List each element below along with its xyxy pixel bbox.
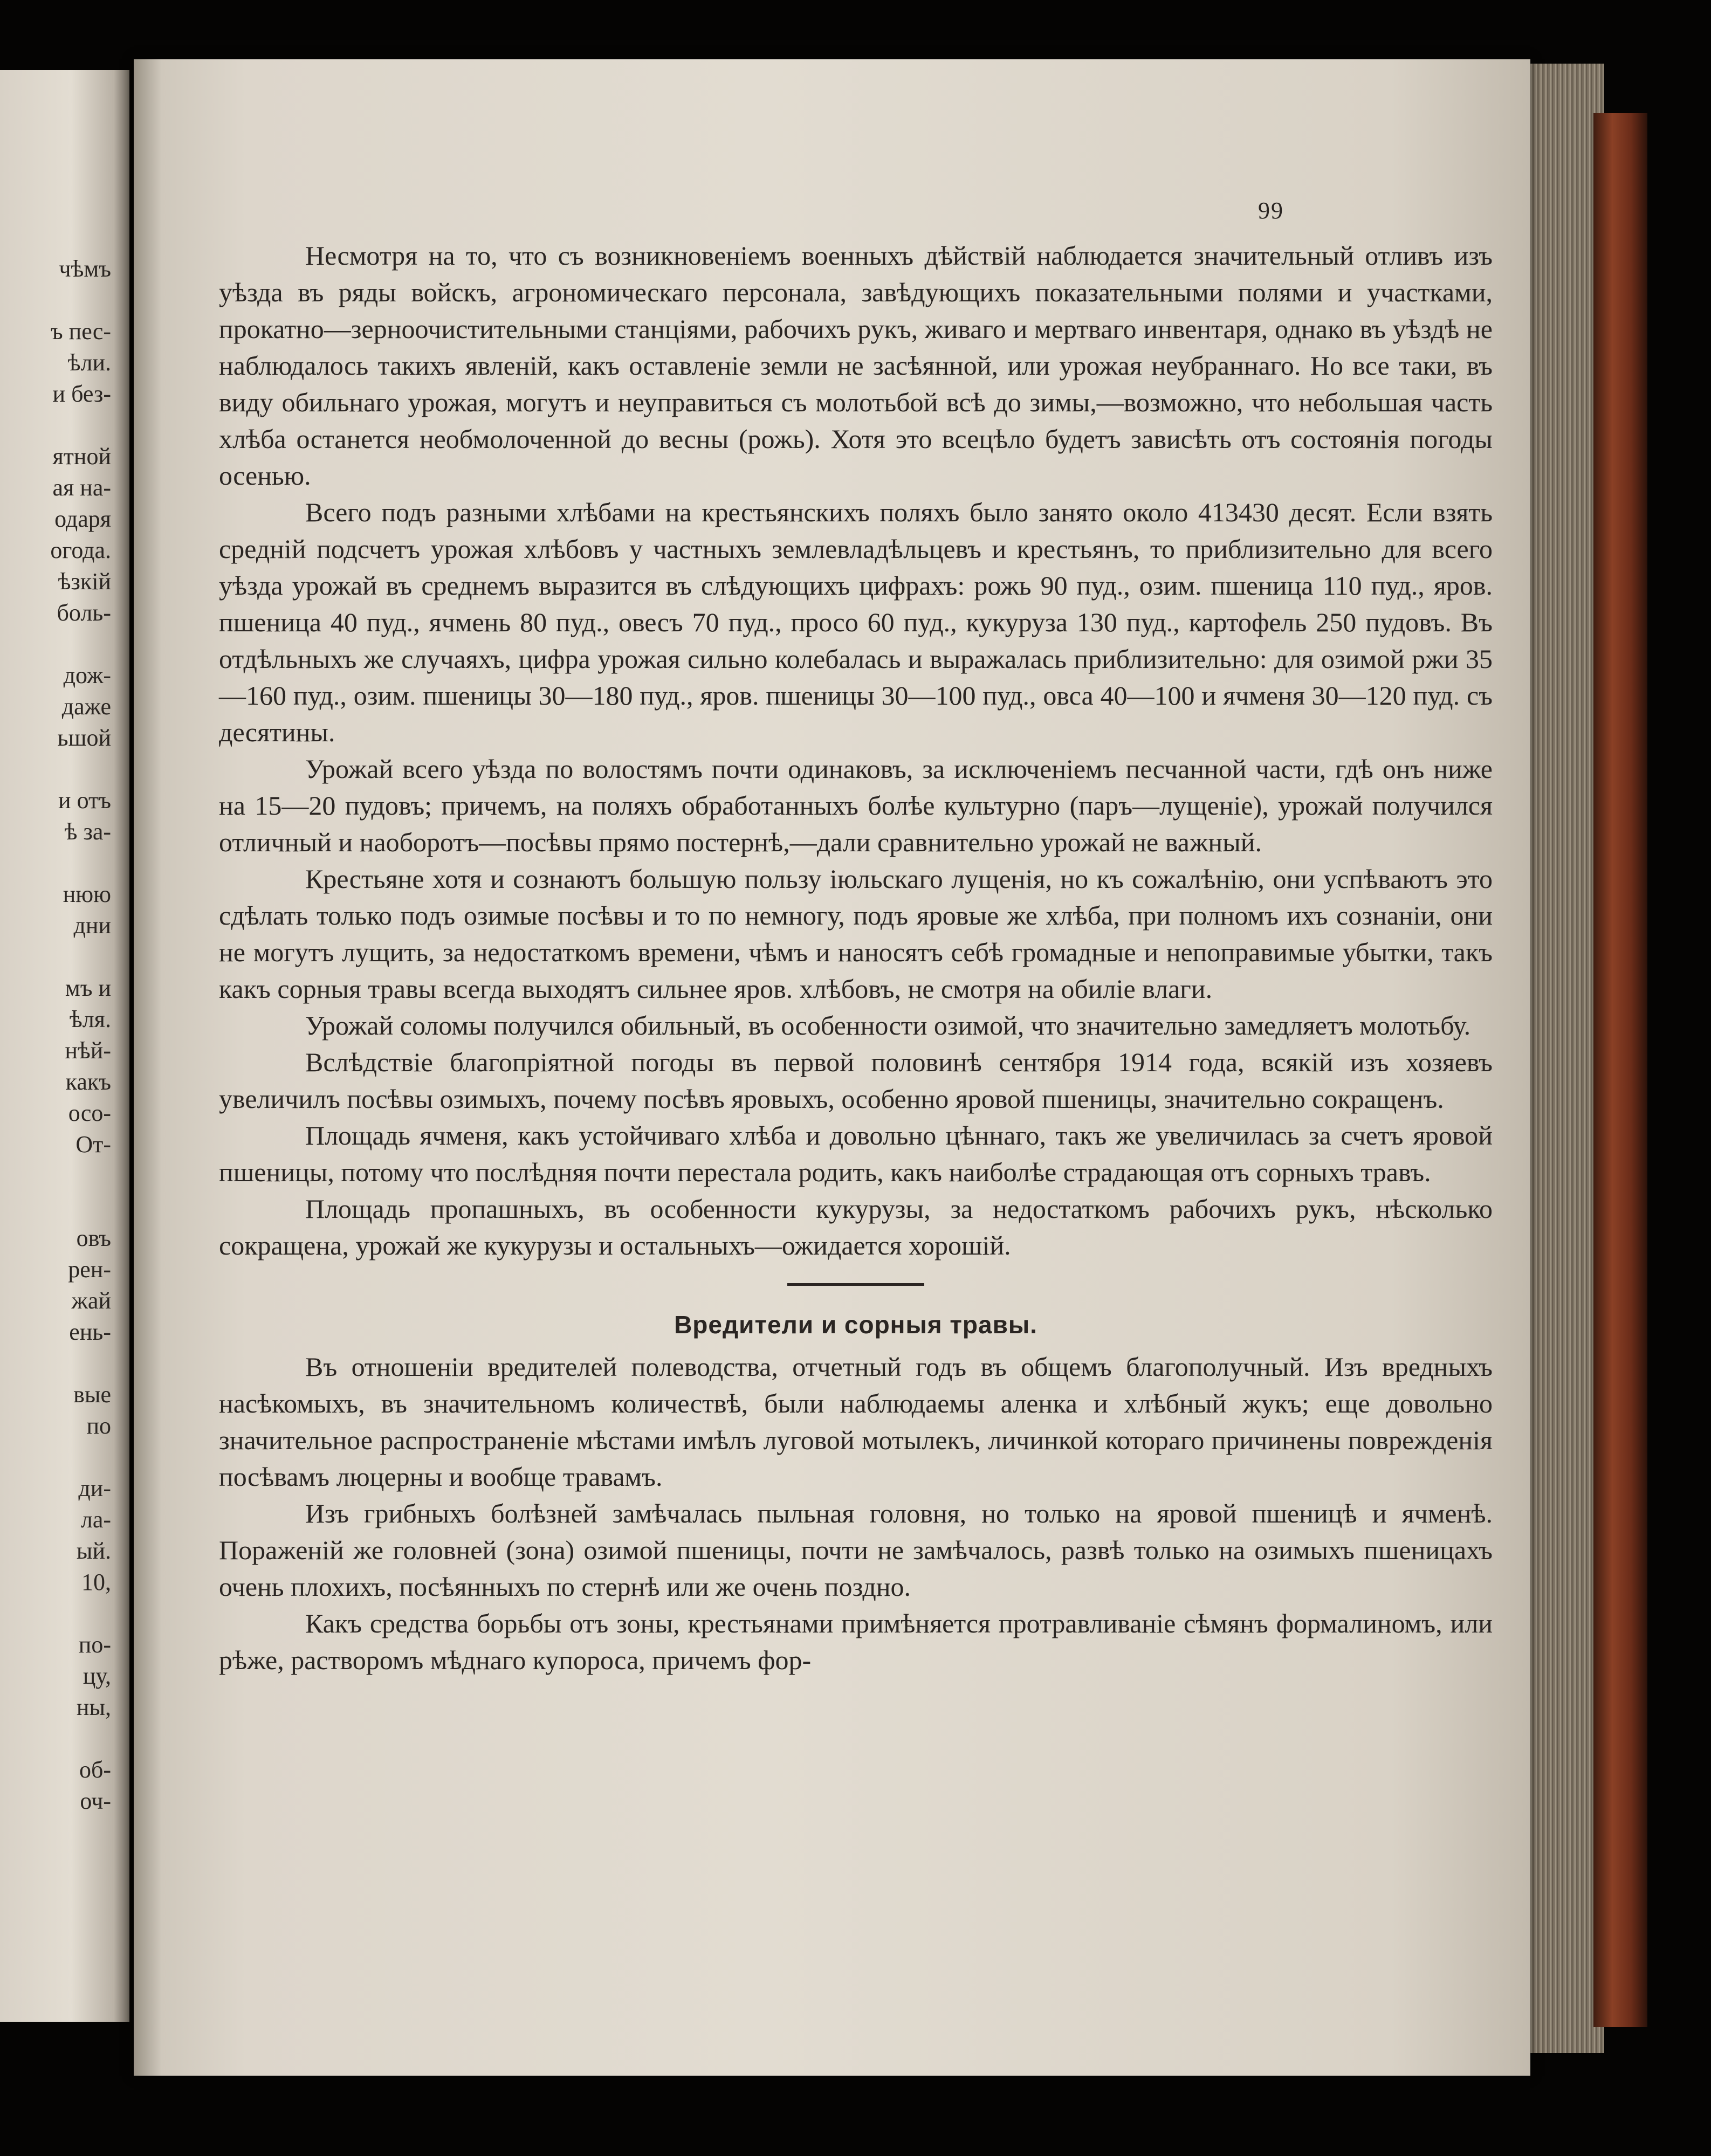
section-divider xyxy=(787,1283,924,1286)
paragraph: Урожай всего уѣзда по волостямъ почти одинаковъ, за исключеніемъ песчанной части, гдѣ онъ ниже на 15—20 пудовъ; причемъ, на поляхъ обработанныхъ болѣе культурно (паръ—лущеніе), урожай получился отличный и наоборотъ—посѣвы прямо постернѣ,—дали сравнительно урожай не важный. xyxy=(219,754,1493,857)
paragraph: Изъ грибныхъ болѣзней замѣчалась пыльная головня, но только на яровой пшеницѣ и ячменѣ. Пораженій же головней (зона) озимой пшеницы, почти не замѣчалось, развѣ только на озимыхъ пшеницахъ очень плохихъ, посѣянныхъ по стернѣ или же очень поздно. xyxy=(219,1498,1493,1602)
paragraph: Несмотря на то, что съ возникновеніемъ военныхъ дѣйствій наблюдается значительный отливъ изъ уѣзда въ ряды войскъ, агрономическаго персонала, завѣдующихъ показательными полями и участками, прокатно—зерноочистительными станціями, рабочихъ рукъ, живаго и мертваго инвентаря, однако въ уѣздѣ не наблюдалось такихъ явленій, какъ оставленіе земли не засѣянной, или урожая неубраннаго. Но все таки, въ виду обильнаго урожая, могутъ и неуправиться съ молотьбой всѣ до зимы,—возможно, что небольшая часть хлѣба останется необмолоченной до весны (рожь). Хотя это всецѣло будетъ зависѣть отъ состоянія погоды осенью. xyxy=(219,240,1493,491)
page-number: 99 xyxy=(1258,197,1284,224)
paragraph: Площадь пропашныхъ, въ особенности кукурузы, за недостаткомъ рабочихъ рукъ, нѣсколько сокращена, урожай же кукурузы и остальныхъ—ожидается хорошій. xyxy=(219,1194,1493,1260)
section-heading: Вредители и сорныя травы. xyxy=(674,1311,1037,1339)
left-page-text-fragments: чѣмъ ъ пес- ѣли. и без- ятной ая на- одаря огода. ѣзкій боль- дож- даже ьшой и отъ ѣ за- нюю дни мъ и ѣля. нѣй- какъ осо- От- овъ рен- жай ень- вые по ди- ла- ый. 10, по- цу, ны, об- оч- xyxy=(50,256,111,1814)
left-page xyxy=(0,70,129,2022)
paragraph: Въ отношеніи вредителей полеводства, отчетный годъ въ общемъ благополучный. Изъ вредныхъ насѣкомыхъ, въ значительномъ количествѣ, были наблюдаемы аленка и хлѣбный жукъ; еще довольно значительное распространеніе мѣстами имѣлъ луговой мотылекъ, личинкой котораго причинены поврежденія посѣвамъ люцерны и вообще травамъ. xyxy=(219,1352,1493,1492)
page-body xyxy=(219,237,1493,1678)
paragraph: Всего подъ разными хлѣбами на крестьянскихъ поляхъ было занято около 413430 десят. Если взять средній подсчетъ урожая хлѣбовъ у частныхъ землевладѣльцевъ и крестьянъ, то приблизительно для всего уѣзда урожай въ среднемъ выразится въ слѣдующихъ цифрахъ: рожь 90 пуд., озим. пшеница 110 пуд., яров. пшеница 40 пуд., ячмень 80 пуд., овесъ 70 пуд., просо 60 пуд., кукуруза 130 пуд., картофель 250 пудовъ. Въ отдѣльныхъ же случаяхъ, цифра урожая сильно колебалась и выражалась приблизительно: для озимой ржи 35—160 пуд., озим. пшеницы 30—180 пуд., яров. пшеницы 30—100 пуд., овса 40—100 и ячменя 30—120 пуд. съ десятины. xyxy=(219,497,1493,747)
paragraph: Вслѣдствіе благопріятной погоды въ первой половинѣ сентября 1914 года, всякій изъ хозяевъ увеличилъ посѣвы озимыхъ, почему посѣвъ яровыхъ, особенно яровой пшеницы, значительно сокращенъ. xyxy=(219,1047,1493,1114)
paragraph: Урожай соломы получился обильный, въ особенности озимой, что значительно замедляетъ молотьбу. xyxy=(305,1010,1471,1041)
paragraph: Крестьяне хотя и сознаютъ большую пользу іюльскаго лущенія, но къ сожалѣнію, они успѣваютъ это сдѣлать только подъ озимые посѣвы и то по немногу, подъ яровые же хлѣба, при полномъ ихъ сознаніи, они не могутъ лущить, за недостаткомъ времени, чѣмъ и наносятъ себѣ громадные и непоправимые убытки, такъ какъ сорныя травы всегда выходятъ сильнее яров. хлѣбовъ, не смотря на обиліе влаги. xyxy=(219,864,1493,1004)
right-page xyxy=(134,59,1530,2076)
paragraph: Площадь ячменя, какъ устойчиваго хлѣба и довольно цѣннаго, такъ же увеличилась за счетъ яровой пшеницы, потому что послѣдняя почти перестала родить, какъ наиболѣе страдающая отъ сорныхъ травъ. xyxy=(219,1120,1493,1187)
book-spine xyxy=(1593,113,1647,2027)
paragraph: Какъ средства борьбы отъ зоны, крестьянами примѣняется протравливаніе сѣмянъ формалиномъ, или рѣже, растворомъ мѣднаго купороса, причемъ фор- xyxy=(219,1608,1493,1675)
